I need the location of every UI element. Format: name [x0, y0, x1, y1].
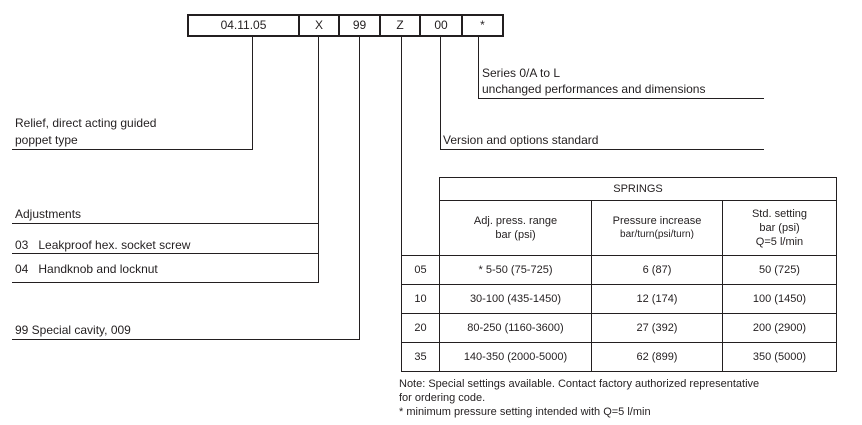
leader-underline-version: [440, 149, 764, 150]
leader-underline-cavity: [12, 339, 360, 340]
springs-header-range: [440, 201, 592, 256]
springs-header-increase-line1: Pressure increase: [612, 215, 702, 227]
leader-underline-series: [478, 98, 764, 99]
note-line1: Note: Special settings available. Contact factory authorized representative: [399, 378, 760, 390]
code-box-model: 04.11.05: [187, 14, 300, 37]
leader-line-model: [252, 37, 253, 149]
code-box-adjustment: X: [300, 14, 340, 37]
code-box-version: 00: [421, 14, 463, 37]
spring-std: 100 (1450): [723, 285, 837, 314]
table-row: [402, 256, 837, 285]
springs-header-increase: [592, 201, 723, 256]
spring-std: 350 (5000): [723, 343, 837, 372]
spring-range: 80-250 (1160-3600): [440, 314, 592, 343]
note-line3: * minimum pressure setting intended with Q=5 l/min: [399, 406, 651, 418]
springs-header-blank: [402, 201, 440, 256]
spring-code: 35: [402, 343, 440, 372]
note-line2: for ordering code.: [399, 392, 486, 404]
springs-table: [401, 177, 837, 372]
table-row: [402, 343, 837, 372]
spring-increase: 6 (87): [592, 256, 723, 285]
springs-header-increase-line2: bar/turn(psi/turn): [620, 229, 694, 240]
adjustment-option-04: 04 Handknob and locknut: [15, 262, 158, 276]
spring-std: 200 (2900): [723, 314, 837, 343]
spring-range: * 5-50 (75-725): [440, 256, 592, 285]
springs-title: SPRINGS: [440, 178, 837, 201]
leader-line-series: [478, 37, 479, 98]
relief-label-line2: poppet type: [15, 133, 78, 147]
relief-label-line1: Relief, direct acting guided: [15, 116, 157, 130]
springs-header-std: [723, 201, 837, 256]
version-label: Version and options standard: [443, 133, 599, 147]
series-label-line1: Series 0/A to L: [482, 66, 561, 80]
spring-increase: 62 (899): [592, 343, 723, 372]
spring-range: 30-100 (435-1450): [440, 285, 592, 314]
spring-range: 140-350 (2000-5000): [440, 343, 592, 372]
table-row: [402, 285, 837, 314]
leader-line-adjustment: [318, 37, 319, 282]
code-box-spring: Z: [381, 14, 421, 37]
leader-line-version: [440, 37, 441, 149]
springs-header-std-line2: bar (psi): [759, 222, 800, 234]
springs-header-range-line2: bar (psi): [495, 229, 536, 241]
spring-increase: 12 (174): [592, 285, 723, 314]
leader-line-cavity: [359, 37, 360, 339]
leader-underline-adjustment-03: [12, 253, 319, 254]
series-label-line2: unchanged performances and dimensions: [482, 82, 706, 96]
leader-underline-adjustments-title: [12, 223, 319, 224]
adjustments-title: Adjustments: [15, 207, 82, 221]
spring-code: 10: [402, 285, 440, 314]
springs-corner-blank: [402, 178, 440, 201]
springs-header-std-line1: Std. setting: [751, 208, 808, 220]
spring-code: 20: [402, 314, 440, 343]
springs-header-range-line1: Adj. press. range: [473, 215, 558, 227]
springs-header-std-line3: Q=5 l/min: [755, 236, 804, 248]
adjustment-option-03: 03 Leakproof hex. socket screw: [15, 238, 191, 252]
spring-std: 50 (725): [723, 256, 837, 285]
cavity-label: 99 Special cavity, 009: [15, 323, 131, 337]
code-box-series: *: [463, 14, 504, 37]
code-box-cavity: 99: [340, 14, 381, 37]
spring-increase: 27 (392): [592, 314, 723, 343]
leader-underline-model: [12, 149, 253, 150]
spring-code: 05: [402, 256, 440, 285]
leader-underline-adjustment-04: [12, 282, 319, 283]
table-row: [402, 314, 837, 343]
